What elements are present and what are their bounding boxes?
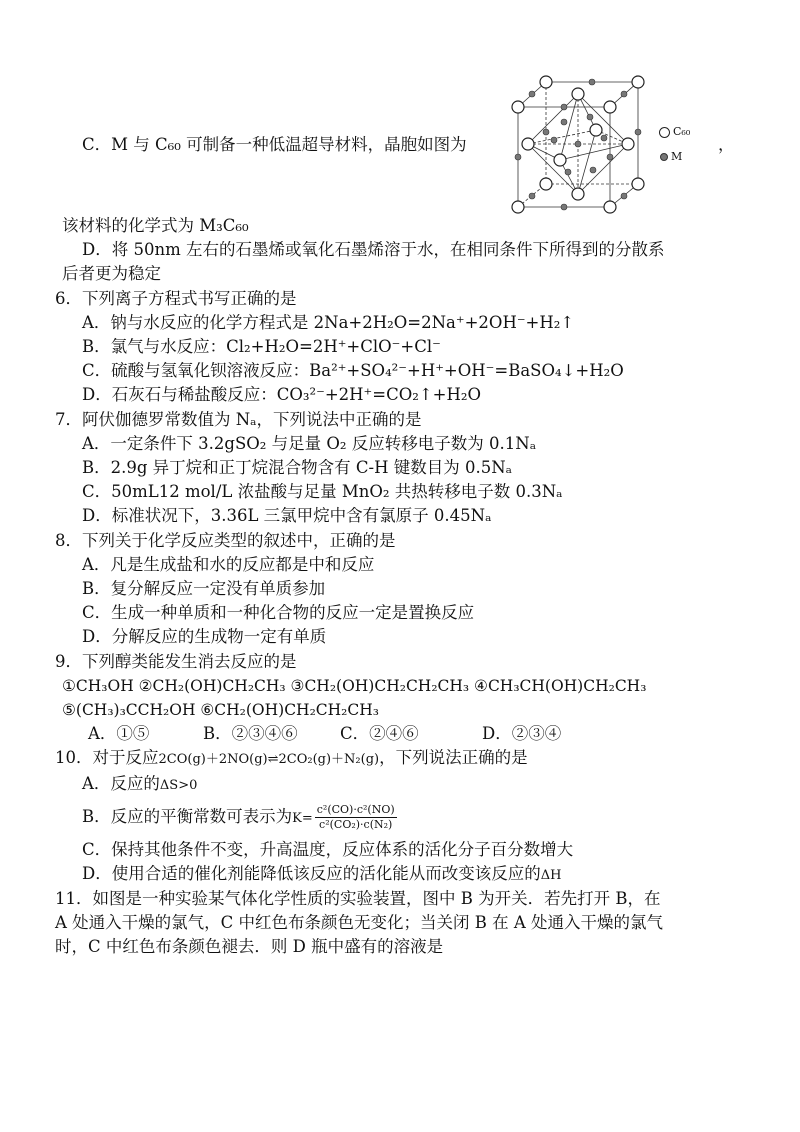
- q5-option-d-line2: 后者更为稳定: [62, 264, 161, 283]
- q6-option-c: C．硫酸与氢氧化钡溶液反应：Ba²⁺+SO₄²⁻+H⁺+OH⁻=BaSO₄↓+H₂O: [82, 361, 624, 380]
- q7-option-c: C．50mL12 mol/L 浓盐酸与足量 MnO₂ 共热转移电子数 0.3Nₐ: [82, 482, 563, 501]
- q5-option-d-line1: D．将 50nm 左右的石墨烯或氧化石墨烯溶于水，在相同条件下所得到的分散系: [82, 240, 665, 259]
- q9-option-c: C．②④⑥: [340, 724, 419, 743]
- q8-option-a: A．凡是生成盐和水的反应都是中和反应: [82, 555, 375, 574]
- q8-option-c: C．生成一种单质和一种化合物的反应一定是置换反应: [82, 603, 475, 622]
- q5-option-c-line2: 该材料的化学式为 M₃C₆₀: [62, 216, 249, 235]
- q10-stem: 10．对于反应2CO(g)＋2NO(g)⇌2CO₂(g)＋N₂(g)，下列说法正确的是: [55, 748, 528, 767]
- q6-option-d: D．石灰石与稀盐酸反应：CO₃²⁻+2H⁺=CO₂↑+H₂O: [82, 385, 482, 404]
- q9-option-a: A．①⑤: [88, 724, 150, 743]
- q7-option-a: A．一定条件下 3.2gSO₂ 与足量 O₂ 反应转移电子数为 0.1Nₐ: [82, 434, 537, 453]
- q11-stem-line1: 11．如图是一种实验某气体化学性质的实验装置，图中 B 为开关．若先打开 B，在: [55, 889, 661, 908]
- q10-reaction-equation: 2CO(g)＋2NO(g)⇌2CO₂(g)＋N₂(g): [158, 752, 380, 767]
- q9-option-d: D．②③④: [482, 724, 562, 743]
- q5-option-c-line1: C．M 与 C₆₀ 可制备一种低温超导材料，晶胞如图为: [82, 135, 467, 154]
- q9-stem: 9．下列醇类能发生消去反应的是: [55, 652, 297, 671]
- q5-option-c-comma: ，: [718, 135, 735, 154]
- q6-option-a: A．钠与水反应的化学方程式是 2Na+2H₂O=2Na⁺+2OH⁻+H₂↑: [82, 313, 575, 332]
- q10-option-d: D．使用合适的催化剂能降低该反应的活化能从而改变该反应的ΔH: [82, 864, 562, 883]
- q7-option-d: D．标准状况下，3.36L 三氯甲烷中含有氯原子 0.45Nₐ: [82, 506, 492, 525]
- q9-compounds-line2: ⑤(CH₃)₃CCH₂OH ⑥CH₂(OH)CH₂CH₂CH₃: [62, 701, 379, 719]
- q8-option-b: B．复分解反应一定没有单质参加: [82, 579, 326, 598]
- q6-stem: 6．下列离子方程式书写正确的是: [55, 289, 297, 308]
- q10-option-b: B．反应的平衡常数可表示为K= $\frac{\text{c²(CO)·c²(NO)}}{\text{c²(CO₂)·c(N₂)}}$: [82, 803, 395, 831]
- q9-compounds-line1: ①CH₃OH ②CH₂(OH)CH₂CH₃ ③CH₂(OH)CH₂CH₂CH₃ ④CH₃CH(OH)CH₂CH₃: [62, 677, 647, 695]
- q8-option-d: D．分解反应的生成物一定有单质: [82, 627, 327, 646]
- crystal-cell-diagram: [498, 72, 668, 217]
- q10-option-a: A．反应的ΔS>0: [82, 774, 198, 793]
- q7-option-b: B．2.9g 异丁烷和正丁烷混合物含有 C-H 键数目为 0.5Nₐ: [82, 458, 513, 477]
- q8-stem: 8．下列关于化学反应类型的叙述中，正确的是: [55, 531, 396, 550]
- legend-c60: C₆₀: [659, 125, 690, 139]
- q6-option-b: B．氯气与水反应：Cl₂+H₂O=2H⁺+ClO⁻+Cl⁻: [82, 337, 441, 356]
- legend-m: M: [659, 150, 682, 164]
- q9-option-b: B．②③④⑥: [203, 724, 298, 743]
- q7-stem: 7．阿伏伽德罗常数值为 Nₐ，下列说法中正确的是: [55, 410, 422, 429]
- dot-icon: [660, 153, 668, 161]
- q10-option-c: C．保持其他条件不变，升高温度，反应体系的活化分子百分数增大: [82, 840, 574, 859]
- equilibrium-constant-fraction: $\frac{\text{c²(CO)·c²(NO)}}{\text{c²(CO₂)·c(N₂)}}$: [316, 803, 395, 831]
- circle-icon: [659, 127, 670, 138]
- q11-stem-line2: A 处通入干燥的氯气，C 中红色布条颜色无变化；当关闭 B 在 A 处通入干燥的氯气: [55, 913, 664, 932]
- q11-stem-line3: 时，C 中红色布条颜色褪去．则 D 瓶中盛有的溶液是: [55, 937, 444, 956]
